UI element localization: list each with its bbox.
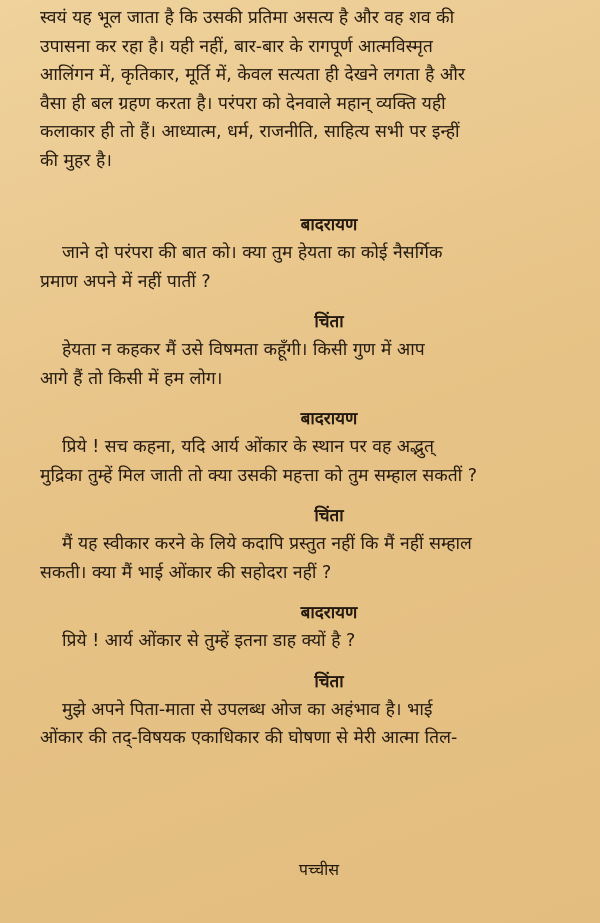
text-line: मुद्रिका तुम्हें मिल जाती तो क्या उसकी महत्ता को तुम सम्हाल सकतीं ? (40, 465, 478, 486)
text-line: स्वयं यह भूल जाता है कि उसकी प्रतिमा असत्य है और वह शव की (40, 8, 455, 28)
dialogue-paragraph (40, 696, 578, 753)
paragraph (40, 4, 578, 175)
text-line: ओंकार की तद्-विषयक एकाधिकार की घोषणा से मेरी आत्मा तिल- (40, 728, 458, 748)
dialogue-paragraph (40, 433, 578, 490)
dialogue-paragraph (40, 530, 578, 587)
speaker-name: बादरायण (300, 603, 358, 623)
text-line: मैं यह स्वीकार करने के लिये कदापि प्रस्तुत नहीं कि मैं नहीं सम्हाल (62, 534, 472, 554)
text-line: जाने दो परंपरा की बात को। क्या तुम हेयता का कोई नैसर्गिक (62, 243, 443, 263)
text-line: आगे हैं तो किसी में हम लोग। (40, 368, 223, 389)
speaker-name: चिंता (314, 506, 344, 526)
dialogue-paragraph (40, 239, 578, 296)
text-line: की मुहर है। (40, 150, 112, 171)
text-line: हेयता न कहकर मैं उसे विषमता कहूँगी। किसी गुण में आप (62, 340, 425, 360)
text-line: वैसा ही बल ग्रहण करता है। परंपरा को देनवाले महान् व्यक्ति यही (40, 93, 446, 114)
dialogue-paragraph (40, 627, 578, 656)
text-line: प्रिये ! आर्य ओंकार से तुम्हें इतना डाह क्यों है ? (62, 631, 356, 651)
speaker-name: बादरायण (300, 409, 358, 429)
text-line: उपासना कर रहा है। यही नहीं, बार-बार के रागपूर्ण आत्मविस्मृत (40, 36, 433, 57)
text-line: आलिंगन में, कृतिकार, मूर्ति में, केवल सत्यता ही देखने लगता है और (40, 65, 466, 85)
text-line: कलाकार ही तो हैं। आध्यात्म, धर्म, राजनीति, साहित्य सभी पर इन्हीं (40, 122, 460, 142)
page-number: पच्चीस (298, 860, 340, 879)
dialogue-paragraph (40, 336, 578, 393)
speaker-name: बादरायण (300, 215, 358, 235)
text-line: प्रिये ! सच कहना, यदि आर्य ओंकार के स्थान पर वह अद्भुत् (62, 437, 434, 457)
speaker-name: चिंता (314, 671, 344, 692)
text-line: मुझे अपने पिता-माता से उपलब्ध ओज का अहंभाव है। भाई (62, 699, 433, 720)
text-line: प्रमाण अपने में नहीं पातीं ? (40, 271, 211, 292)
text-line: सकती। क्या मैं भाई ओंकार की सहोदरा नहीं ? (40, 562, 332, 583)
speaker-name: चिंता (314, 312, 344, 332)
